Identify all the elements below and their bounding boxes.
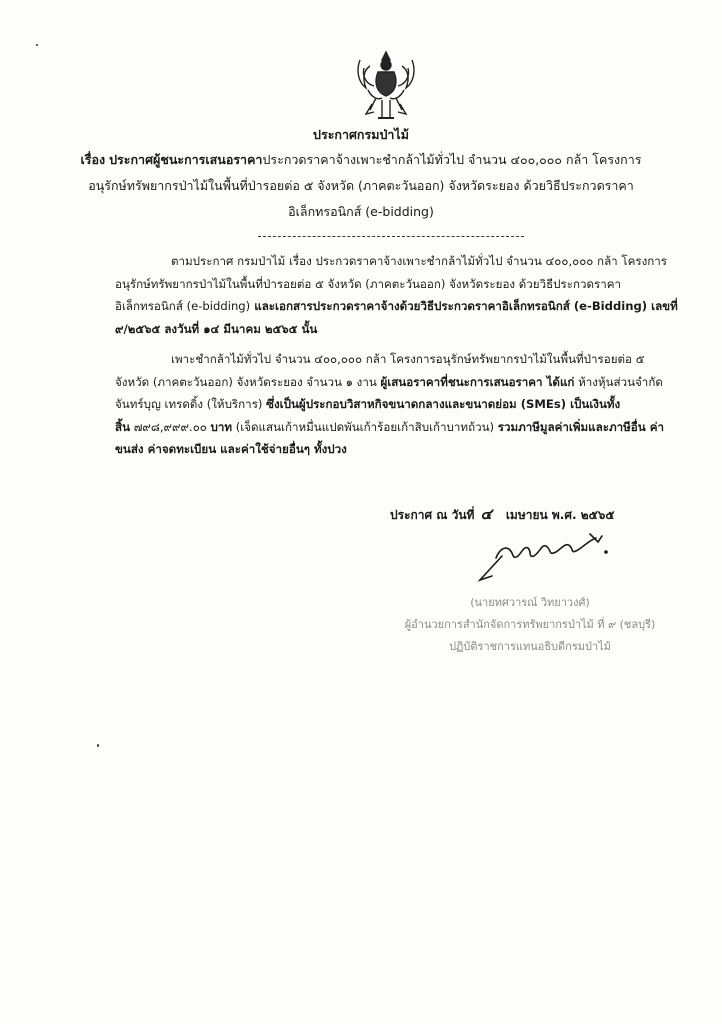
para2-line2-bold: ผู้เสนอราคาที่ชนะการเสนอราคา ได้แก่ [380,374,575,389]
para1-line1: ตามประกาศ กรมป่าไม้ เรื่อง ประกวดราคาจ้างเพาะชำกล้าไม้ทั่วไป จำนวน ๔๐๐,๐๐๐ กล้า โครงการ [171,254,668,268]
scan-speck [36,44,38,46]
para2-line4-bold-c: รวมภาษีมูลค่าเพิ่มและภาษีอื่น ค่า [497,419,664,434]
para1-line4: ๙/๒๕๖๕ ลงวันที่ ๑๔ มีนาคม ๒๕๖๕ นั้น [115,321,318,336]
subject-bold: ประกาศผู้ชนะการเสนอราคา [109,152,263,167]
garuda-emblem-icon [352,48,420,122]
date-month-year: เมษายน พ.ศ. ๒๕๖๕ [505,508,615,522]
para2-line5: ขนส่ง ค่าจดทะเบียน และค่าใช้จ่ายอื่นๆ ทั้งปวง [115,442,347,456]
para2-line1: เพาะชำกล้าไม้ทั่วไป จำนวน ๔๐๐,๐๐๐ กล้า โครงการอนุรักษ์ทรัพยากรป่าไม้ในพื้นที่ป่ารอยต่อ ๕ [171,352,645,366]
paragraph-reference [115,250,678,340]
signatory-position: ผู้อำนวยการสำนักจัดการทรัพยากรป่าไม้ ที่ ๙ (ชลบุรี) [404,618,656,631]
date-prefix: ประกาศ ณ วันที่ [390,508,475,522]
subject-line-1 [0,147,722,173]
signatory-acting: ปฏิบัติราชการแทนอธิบดีกรมป่าไม้ [449,640,611,653]
para1-line3 [115,295,678,318]
para1-line2: อนุรักษ์ทรัพยากรป่าไม้ในพื้นที่ป่ารอยต่อ ๕ จังหวัด (ภาคตะวันออก) จังหวัดระยอง ด้วยวิธีประกวดราคา [115,276,622,291]
para2-line4-bold-b: บาท [210,419,233,434]
signatory-block [390,592,670,658]
para2-line3 [115,393,635,416]
para2-line2 [115,371,663,394]
separator-line [258,236,524,237]
signatory-name: (นายทศวารณ์ วิทยาวงศ์) [470,596,590,609]
scan-speck [97,744,99,747]
subject-label: เรื่อง [80,152,106,167]
subject-rest: ประกวดราคาจ้างเพาะชำกล้าไม้ทั่วไป จำนวน ๔๐๐,๐๐๐ กล้า โครงการ [262,152,642,167]
para2-line2-normal: จังหวัด (ภาคตะวันออก) จังหวัดระยอง จำนวน ๑ งาน [115,374,381,389]
para2-line4 [115,416,664,439]
para1-line3-normal: อิเล็กทรอนิกส์ (e-bidding) [115,299,251,313]
handwritten-signature [472,518,622,598]
subject-line-2: อนุรักษ์ทรัพยากรป่าไม้ในพื้นที่ป่ารอยต่อ ๕ จังหวัด (ภาคตะวันออก) จังหวัดระยอง ด้วยวิธีประกวดราคา [88,178,634,193]
para2-line4-bold-a: สิ้น [115,419,131,434]
para2-line3-bold: ซึ่งเป็นผู้ประกอบวิสาหกิจขนาดกลางและขนาดย่อม (SMEs) เป็นเงินทั้ง [266,397,621,411]
paragraph-award [115,348,664,461]
para2-line2-tail: ห้างหุ้นส่วนจำกัด [574,374,663,389]
para1-line3-bold: และเอกสารประกวดราคาจ้างด้วยวิธีประกวดราคาอิเล็กทรอนิกส์ (e-Bidding) เลขที่ [250,299,678,313]
subject-line-3: อิเล็กทรอนิกส์ (e-bidding) [288,204,434,219]
award-amount: ๗๙๘,๙๙๙.๐๐ [130,419,211,434]
announcement-title: ประกาศกรมป่าไม้ [313,127,409,142]
para2-line3-normal: จันทร์บุญ เทรดดิ้ง (ให้บริการ) [115,397,267,411]
date-day: ๔ [480,505,492,523]
para2-line4-normal: (เจ็ดแสนเก้าหมื่นแปดพันเก้าร้อยเก้าสิบเก้าบาทถ้วน) [232,419,498,434]
